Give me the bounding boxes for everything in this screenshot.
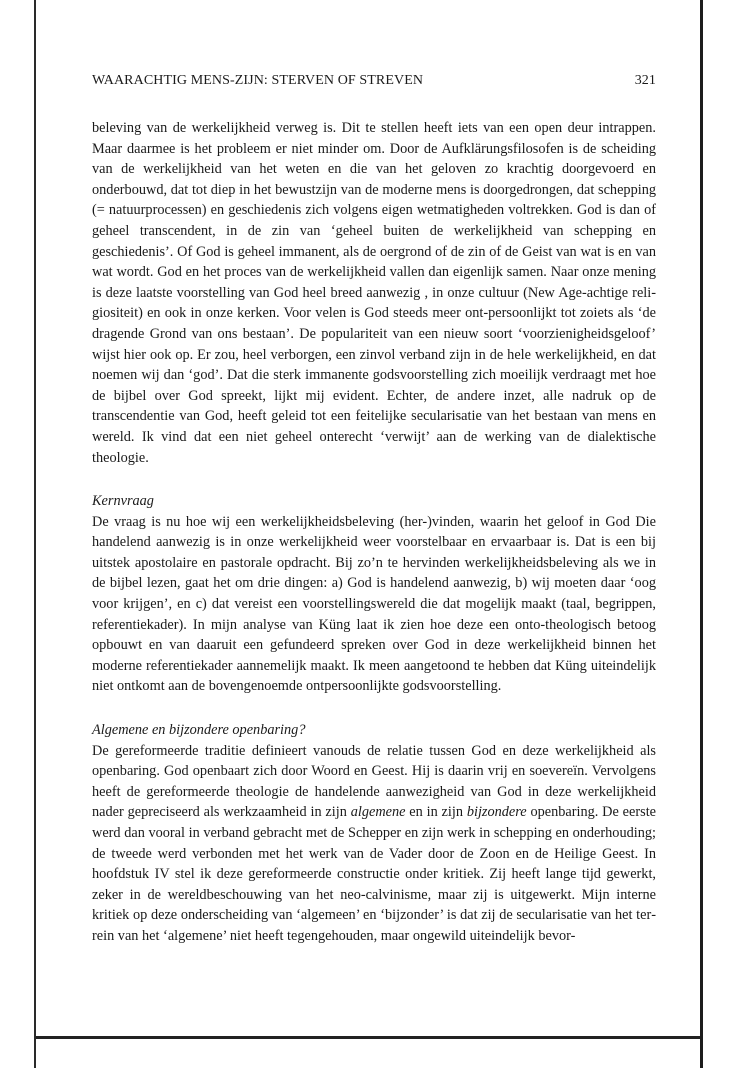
- body-text: [92, 118, 656, 947]
- paragraph-kernvraag: De vraag is nu hoe wij een werkelijkheidsbeleving (her-)vinden, waarin het geloof in God Die handelend aanwezig is in onze werkelijkheid weer voorstelbaar en ervaarbaar is. Dat is een bij uitstek apostolaire en pastorale opdracht. Bij zo’n te hervinden werkelijkheidsbeleving als we in de bijbel lezen, gaat het om drie dingen: a) God is handelend aanwezig, b) wij moeten daar ‘oog voor krijgen’, en c) dat vereist een voorstellingswereld die dat mogelijk maakt (taal, begrippen, referentiekader). In mijn analyse van Küng laat ik zien hoe deze een onto-theologisch betoog opbouwt en van daaruit een gefundeerd spreken over God in deze werkelijkheid binnen het moderne referentiekader aannemelijk maakt. Ik meen aangetoond te hebben dat Küng uiteindelijk niet ontkomt aan de bovengenoemde ontpersoonlijkte godsvoorstelling.: [92, 513, 656, 695]
- running-title: WAARACHTIG MENS-ZIJN: STERVEN OF STREVEN: [92, 73, 424, 88]
- page-left-edge: [34, 0, 36, 1068]
- section-heading-kernvraag: Kernvraag: [92, 493, 154, 510]
- openbaring-text-part-1: De gereformeerde traditie definieert vanouds de relatie tussen God en deze werkelijkheid als openbaring. God openbaart zich door Woord en Geest. Hij is daarin vrij en soevereïn. Vervolgens heeft de gereformeerde theologie de handelende aanwezigheid van God in deze werkelijkheid nader gepreciseerd als werkzaamheid in zijn: [92, 742, 656, 821]
- emphasis-algemene: algemene: [350, 804, 406, 821]
- paragraph-openbaring: [92, 741, 656, 947]
- page-number: 321: [634, 73, 656, 88]
- section-heading-openbaring: Algemene en bijzondere openbaring?: [92, 722, 306, 739]
- openbaring-text-part-3: openbaring. De eerste werd dan vooral in verband gebracht met de Schepper en zijn werk in schepping en onderhouding; de tweede werd verbonden met het werk van de Vader door de Zoon en de Heilige Geest. In hoofdstuk IV stel ik deze gereformeerde constructie onder kritiek. Zij heeft lange tijd gewerkt, zeker in de wereldbeschouwing van het neo-calvinisme, maar zij is uitgewerkt. Mijn interne kritiek op deze onderscheiding van ‘algemeen’ en ‘bijzonder’ is dat zij de secularisatie van het terrein van het ‘algemene’ niet heeft tegengehouden, maar ongewild uiteindelijk bevor-: [92, 804, 657, 944]
- openbaring-text-part-2: en in zijn: [405, 804, 467, 821]
- page-bottom-edge: [36, 1036, 700, 1039]
- paragraph-intro: beleving van de werkelijkheid verweg is. Dit te stellen heeft iets van een open deur intrappen. Maar daarmee is het probleem er niet minder om. Door de Aufklärungsfilosofen is de scheiding van de werkelijkheid van het weten en die van het geloven zo krachtig doorgevoerd en onderbouwd, dat tot diep in het bewustzijn van de moderne mens is doorgedrongen, dat schepping (= natuurprocessen) en geschiedenis zich volgens eigen wetmatigheden voltrekken. God is dan of geheel transcendent, in de zin van ‘geheel buiten de werkelijkheid van schepping en geschiedenis’. Of God is geheel immanent, als de oergrond of de zin of de Geist van wat is en van wat wordt. God en het proces van de werkelijkheid vallen dan eigenlijk samen. Naar onze mening is deze laatste voorstelling van God heel breed aanwezig , in onze cultuur (New Age-achtige religiositeit) en ook in onze kerken. Voor velen is God steeds meer ont-persoonlijkt tot zoiets als ‘de dragende Grond van ons bestaan’. De populariteit van een nieuw soort ‘voorzienigheidsgeloof’ wijst hier ook op. Er zou, heel verborgen, een zinvol verband zijn in de hele werkelijkheid, en dat noemen wij dan ‘god’. Dat die sterk immanente godsvoorstelling zich moeilijk verdraagt met hoe de bijbel over God spreekt, lijkt mij evident. Echter, de andere inzet, alle nadruk op de transcendentie van God, heeft geleid tot een feitelijke secularisatie van het bestaan van mens en wereld. Ik vind dat een niet geheel onterecht ‘verwijt’ aan de werking van de dialektische theologie.: [92, 120, 656, 466]
- page-right-edge: [700, 0, 703, 1068]
- emphasis-bijzondere: bijzondere: [466, 804, 527, 821]
- running-header: [92, 73, 656, 93]
